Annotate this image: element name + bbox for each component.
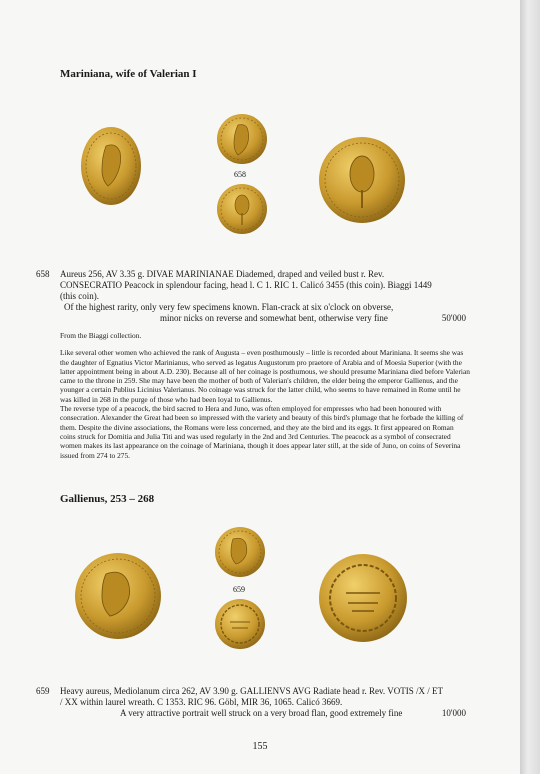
coin-659-reverse-small: [214, 598, 266, 650]
lot-condition: A very attractive portrait well struck on a very broad flan, good extremely fine: [120, 708, 403, 718]
coin-658-reverse-large: [318, 136, 406, 224]
page-number: 155: [252, 741, 268, 752]
lot-condition: minor nicks on reverse and somewhat bent, otherwise very fine: [160, 313, 388, 323]
coin-label-659: 659: [233, 585, 245, 594]
lot-price: 10'000: [441, 708, 466, 718]
lot-number: 659: [36, 686, 50, 696]
section-heading-gallienus: Gallienus, 253 – 268: [60, 493, 155, 505]
lot-description: CONSECRATIO Peacock in splendour facing, head l. C 1. RIC 1. Calicó 3455 (this coin). Biaggi 1449: [60, 280, 432, 290]
provenance: From the Biaggi collection.: [60, 331, 142, 340]
section-heading-mariniana: Mariniana, wife of Valerian I: [60, 68, 197, 80]
lot-658: [36, 269, 466, 324]
lot-description: (this coin).: [60, 291, 99, 301]
lot-price: 50'000: [441, 313, 466, 323]
lot-description: / XX within laurel wreath. C 1353. RIC 96. Göbl, MIR 36, 1065. Calicó 3669.: [60, 697, 343, 707]
coin-658-obverse-large: [80, 126, 142, 206]
lot-description: Aureus 256, AV 3.35 g. DIVAE MARINIANAE Diademed, draped and veiled bust r. Rev.: [60, 269, 385, 279]
lot-659: [36, 686, 466, 719]
coin-659-obverse-large: [74, 552, 162, 640]
page-edge: [520, 0, 540, 774]
lot-658-notes: [60, 331, 470, 460]
lot-description: Heavy aureus, Mediolanum circa 262, AV 3.90 g. GALLIENVS AVG Radiate head r. Rev. VOTIS /X / ET: [60, 686, 443, 696]
lot-number: 658: [36, 269, 50, 279]
coin-658-reverse-small: [216, 183, 268, 235]
lot-condition: Of the highest rarity, only very few specimens known. Flan-crack at six o'clock on obverse,: [64, 302, 394, 312]
coin-label-658: 658: [234, 170, 246, 179]
coin-659-reverse-large: [318, 553, 408, 643]
note-paragraph: Like several other women who achieved the rank of Augusta – even posthumously – little is recorded about Mariniana. It seems she was the daughter of Egnatius Victor Marinianus, who served as legatus Augustorum pro praetore of Arabia and of Moesia Superior (with the latter appointment being in about A.D. 230). Because all of her coinage is posthumous, we should presume Mariniana died before Valerian came to the throne in 259. She may have been the mother of both of Valerian's children, the elder being the emperor Gallienus, and the younger a certain Publius Licinius Valerianus. No coinage was struck for the latter child, who seems to have remained in Rome until he was killed in 268 in the purge of those who had been loyal to Gallienus.: [60, 348, 470, 404]
coin-659-obverse-small: [214, 526, 266, 578]
note-paragraph: The reverse type of a peacock, the bird sacred to Hera and Juno, was often employed for empresses who had been honoured with consecration. Alexander the Great had been so impressed with the variety and beauty of this bird's plumage that he forbade the killing of them. Despite the divine associations, the Romans were less concerned, and they ate the bird and its eggs. It first appeared on Roman coins struck for Domitia and Julia Titi and was used regularly in the 2nd and 3rd Centuries. The peacock as a symbol of consecrated women makes its last appearance on the coinage of Mariniana, though it does appear later still, at the side of Juno, on coins of Severina issued from 274 to 275.: [60, 404, 464, 460]
coin-658-obverse-small: [216, 113, 268, 165]
